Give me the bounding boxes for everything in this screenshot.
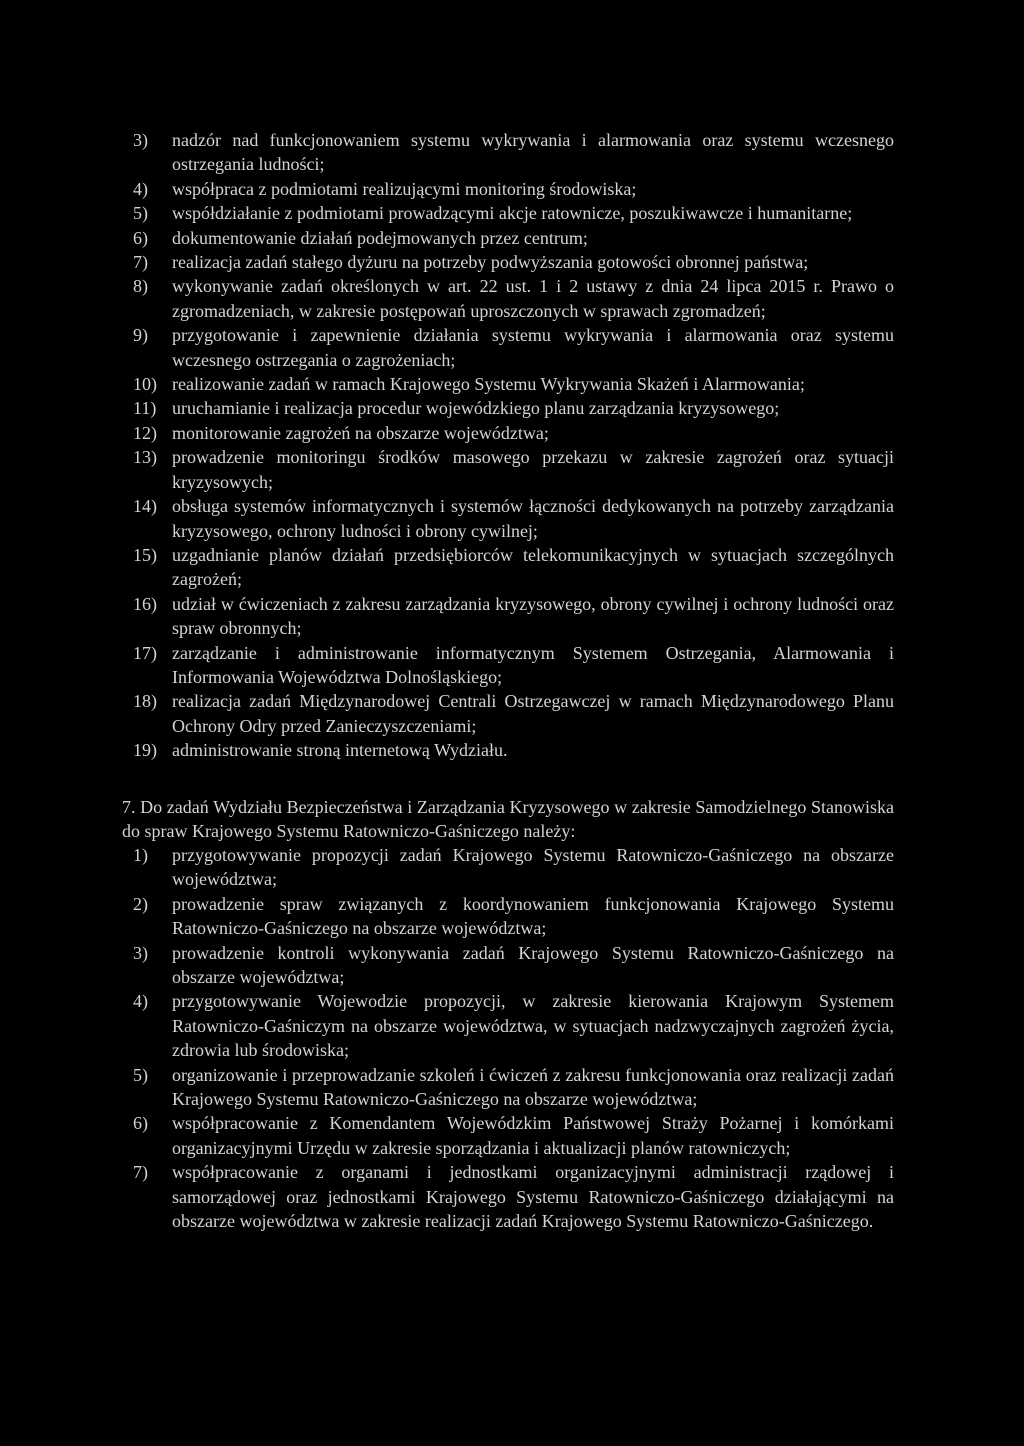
item-text: uzgadnianie planów działań przedsiębiorców telekomunikacyjnych w sytuacjach szczególnych zagrożeń; [172, 544, 894, 590]
item-text: dokumentowanie działań podejmowanych przez centrum; [172, 227, 588, 248]
item-number: 14) [133, 496, 157, 517]
list-item [122, 689, 894, 738]
item-text: współpracowanie z organami i jednostkami organizacyjnymi administracji rządowej i samorządowej oraz jednostkami Krajowego Systemu Ratowniczo-Gaśniczego działającymi na obszarze województwa w zakresie realizacji zadań Krajowego Systemu Ratowniczo-Gaśniczego. [172, 1162, 894, 1232]
item-number: 17) [133, 642, 157, 663]
item-number: 1) [133, 845, 148, 865]
list-item [122, 494, 894, 543]
item-text: nadzór nad funkcjonowaniem systemu wykrywania i alarmowania oraz systemu wczesnego ostrzegania ludności; [172, 130, 894, 175]
item-text: przygotowywanie Wojewodzie propozycji, w zakresie kierowania Krajowym Systemem Ratowniczo-Gaśniczym na obszarze województwa, w sytuacjach nadzwyczajnych zagrożeń życia, zdrowia lub środowiska; [172, 991, 894, 1061]
item-text: współpraca z podmiotami realizującymi monitoring środowiska; [172, 178, 637, 199]
list-item [122, 989, 894, 1062]
item-number: 18) [133, 691, 157, 712]
item-text: udział w ćwiczeniach z zakresu zarządzania kryzysowego, obrony cywilnej i ochrony ludności oraz spraw obronnych; [172, 593, 894, 639]
item-number: 4) [133, 991, 148, 1012]
item-number: 2) [133, 893, 148, 914]
item-text: realizacja zadań stałego dyżuru na potrzeby podwyższania gotowości obronnej państwa; [172, 252, 809, 273]
list-item [122, 250, 894, 274]
item-text: monitorowanie zagrożeń na obszarze województwa; [172, 422, 549, 443]
list-item [122, 738, 894, 762]
item-text: uruchamianie i realizacja procedur wojewódzkiego planu zarządzania kryzysowego; [172, 398, 780, 419]
item-number: 13) [133, 447, 157, 468]
item-number: 7) [133, 1162, 148, 1183]
item-number: 4) [133, 178, 148, 199]
item-number: 7) [133, 252, 148, 273]
item-text: obsługa systemów informatycznych i systemów łączności dedykowanych na potrzeby zarządzania kryzysowego, ochrony ludności i obrony cywilnej; [172, 496, 894, 541]
task-list-continued [122, 128, 894, 763]
item-text: prowadzenie kontroli wykonywania zadań Krajowego Systemu Ratowniczo-Gaśniczego na obszarze województwa; [172, 942, 894, 988]
list-item [122, 843, 894, 892]
list-item [122, 323, 894, 372]
list-item [122, 892, 894, 941]
item-number: 9) [133, 325, 148, 346]
item-number: 6) [133, 227, 148, 248]
list-item [122, 543, 894, 592]
item-text: przygotowywanie propozycji zadań Krajowego Systemu Ratowniczo-Gaśniczego na obszarze województwa; [172, 845, 894, 890]
list-item [122, 226, 894, 250]
item-text: współpracowanie z Komendantem Wojewódzkim Państwowej Straży Pożarnej i komórkami organizacyjnymi Urzędu w zakresie sporządzania i aktualizacji planów ratowniczych; [172, 1113, 894, 1158]
item-number: 10) [133, 374, 157, 395]
item-text: realizacja zadań Międzynarodowej Centrali Ostrzegawczej w ramach Międzynarodowego Planu Ochrony Odry przed Zanieczyszczeniami; [172, 691, 894, 736]
section-7-intro [122, 795, 894, 844]
item-number: 11) [133, 398, 157, 419]
list-item [122, 1063, 894, 1112]
item-number: 12) [133, 422, 157, 443]
list-item [122, 274, 894, 323]
list-item [122, 592, 894, 641]
section-7-task-list [122, 843, 894, 1234]
item-number: 16) [133, 593, 157, 614]
item-text: przygotowanie i zapewnienie działania systemu wykrywania i alarmowania oraz systemu wczesnego ostrzegania o zagrożeniach; [172, 325, 894, 370]
item-text: wykonywanie zadań określonych w art. 22 ust. 1 i 2 ustawy z dnia 24 lipca 2015 r. Prawo o zgromadzeniach, w zakresie postępowań uproszczonych w sprawach zgromadzeń; [172, 276, 894, 321]
list-item [122, 641, 894, 690]
item-number: 5) [133, 1064, 148, 1085]
item-text: prowadzenie monitoringu środków masowego przekazu w zakresie zagrożeń oraz sytuacji kryzysowych; [172, 447, 894, 492]
item-number: 6) [133, 1113, 148, 1134]
list-item [122, 372, 894, 396]
item-text: realizowanie zadań w ramach Krajowego Systemu Wykrywania Skażeń i Alarmowania; [172, 374, 805, 395]
list-item [122, 1160, 894, 1233]
item-text: prowadzenie spraw związanych z koordynowaniem funkcjonowania Krajowego Systemu Ratowniczo-Gaśniczego na obszarze województwa; [172, 893, 894, 939]
item-number: 3) [133, 942, 148, 963]
list-item [122, 396, 894, 420]
list-item [122, 128, 894, 177]
item-number: 5) [133, 203, 148, 224]
item-number: 3) [133, 130, 148, 150]
section-number: 7. [122, 797, 136, 817]
list-item [122, 201, 894, 225]
section-intro-text: Do zadań Wydziału Bezpieczeństwa i Zarządzania Kryzysowego w zakresie Samodzielnego Stanowiska do spraw Krajowego Systemu Ratowniczo-Gaśniczego należy: [122, 797, 894, 842]
list-item [122, 1111, 894, 1160]
item-text: administrowanie stroną internetową Wydziału. [172, 740, 508, 761]
list-item [122, 177, 894, 201]
item-text: współdziałanie z podmiotami prowadzącymi akcje ratownicze, poszukiwawcze i humanitarne; [172, 203, 853, 224]
item-number: 15) [133, 544, 157, 565]
item-text: zarządzanie i administrowanie informatycznym Systemem Ostrzegania, Alarmowania i Informowania Województwa Dolnośląskiego; [172, 642, 894, 687]
item-number: 8) [133, 276, 148, 297]
list-item [122, 445, 894, 494]
list-item [122, 941, 894, 990]
list-item [122, 421, 894, 445]
item-number: 19) [133, 740, 157, 761]
item-text: organizowanie i przeprowadzanie szkoleń i ćwiczeń z zakresu funkcjonowania oraz realizacji zadań Krajowego Systemu Ratowniczo-Gaśniczego na obszarze województwa; [172, 1064, 894, 1110]
